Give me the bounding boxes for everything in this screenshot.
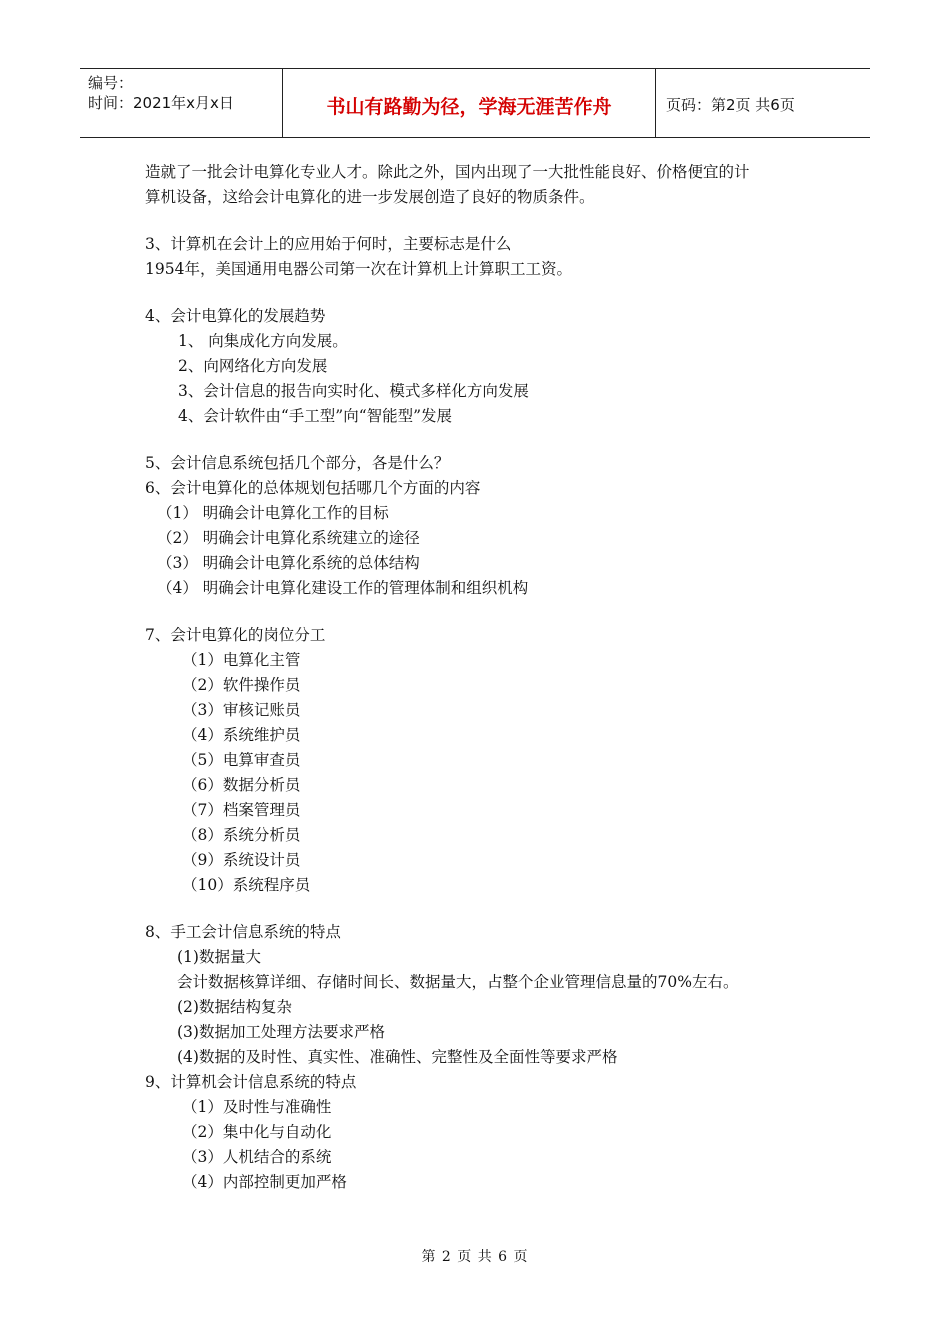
header-motto: 书山有路勤为径，学海无涯苦作舟 <box>283 69 656 137</box>
list-item: (1)数据量大 <box>177 948 261 966</box>
list-item: （4） 明确会计电算化建设工作的管理体制和组织机构 <box>157 579 529 597</box>
page-footer: 第 2 页 共 6 页 <box>421 1249 529 1265</box>
list-item: （1）电算化主管 <box>182 651 301 669</box>
header-meta <box>80 69 283 137</box>
list-item: (2)数据结构复杂 <box>177 998 292 1016</box>
list-item: 2、向网络化方向发展 <box>178 357 328 375</box>
question-3-title: 3、计算机在会计上的应用始于何时，主要标志是什么 <box>145 235 512 253</box>
intro-line: 算机设备，这给会计电算化的进一步发展创造了良好的物质条件。 <box>145 188 595 206</box>
header-date-label: 时间：2021年x月x日 <box>88 94 234 112</box>
list-item: （1） 明确会计电算化工作的目标 <box>157 504 389 522</box>
list-item: （6）数据分析员 <box>182 776 301 794</box>
list-item: （2） 明确会计电算化系统建立的途径 <box>157 529 420 547</box>
list-item: （7）档案管理员 <box>182 801 301 819</box>
list-item: 1、 向集成化方向发展。 <box>178 332 348 350</box>
intro-line: 造就了一批会计电算化专业人才。除此之外，国内出现了一大批性能良好、价格便宜的计 <box>145 163 750 181</box>
page-header <box>80 68 870 138</box>
header-code-label: 编号： <box>88 74 134 92</box>
list-item: （10）系统程序员 <box>182 876 311 894</box>
list-item: （4）系统维护员 <box>182 726 301 744</box>
list-item: 3、会计信息的报告向实时化、模式多样化方向发展 <box>178 382 529 400</box>
question-9-title: 9、计算机会计信息系统的特点 <box>145 1073 357 1091</box>
question-5-title: 5、会计信息系统包括几个部分，各是什么？ <box>145 454 450 472</box>
list-item: 4、会计软件由“手工型”向“智能型”发展 <box>178 407 453 425</box>
document-body <box>145 160 825 1195</box>
question-4-title: 4、会计电算化的发展趋势 <box>145 307 326 325</box>
question-8-title: 8、手工会计信息系统的特点 <box>145 923 341 941</box>
list-item: （3）人机结合的系统 <box>182 1148 332 1166</box>
question-6-title: 6、会计电算化的总体规划包括哪几个方面的内容 <box>145 479 481 497</box>
list-item: （2）软件操作员 <box>182 676 301 694</box>
question-3-answer: 1954年，美国通用电器公司第一次在计算机上计算职工工资。 <box>145 260 572 278</box>
header-page-label: 页码：第2页 共6页 <box>666 95 795 114</box>
list-item: (4)数据的及时性、真实性、准确性、完整性及全面性等要求严格 <box>177 1048 618 1066</box>
list-item: （3）审核记账员 <box>182 701 301 719</box>
list-item: （8）系统分析员 <box>182 826 301 844</box>
list-item: (3)数据加工处理方法要求严格 <box>177 1023 385 1041</box>
list-item: （5）电算审查员 <box>182 751 301 769</box>
list-item: （1）及时性与准确性 <box>182 1098 332 1116</box>
list-item: （3） 明确会计电算化系统的总体结构 <box>157 554 420 572</box>
list-item: （2）集中化与自动化 <box>182 1123 332 1141</box>
question-7-title: 7、会计电算化的岗位分工 <box>145 626 326 644</box>
list-item-description: 会计数据核算详细、存储时间长、数据量大，占整个企业管理信息量的70%左右。 <box>177 973 739 991</box>
list-item: （4）内部控制更加严格 <box>182 1173 347 1191</box>
list-item: （9）系统设计员 <box>182 851 301 869</box>
